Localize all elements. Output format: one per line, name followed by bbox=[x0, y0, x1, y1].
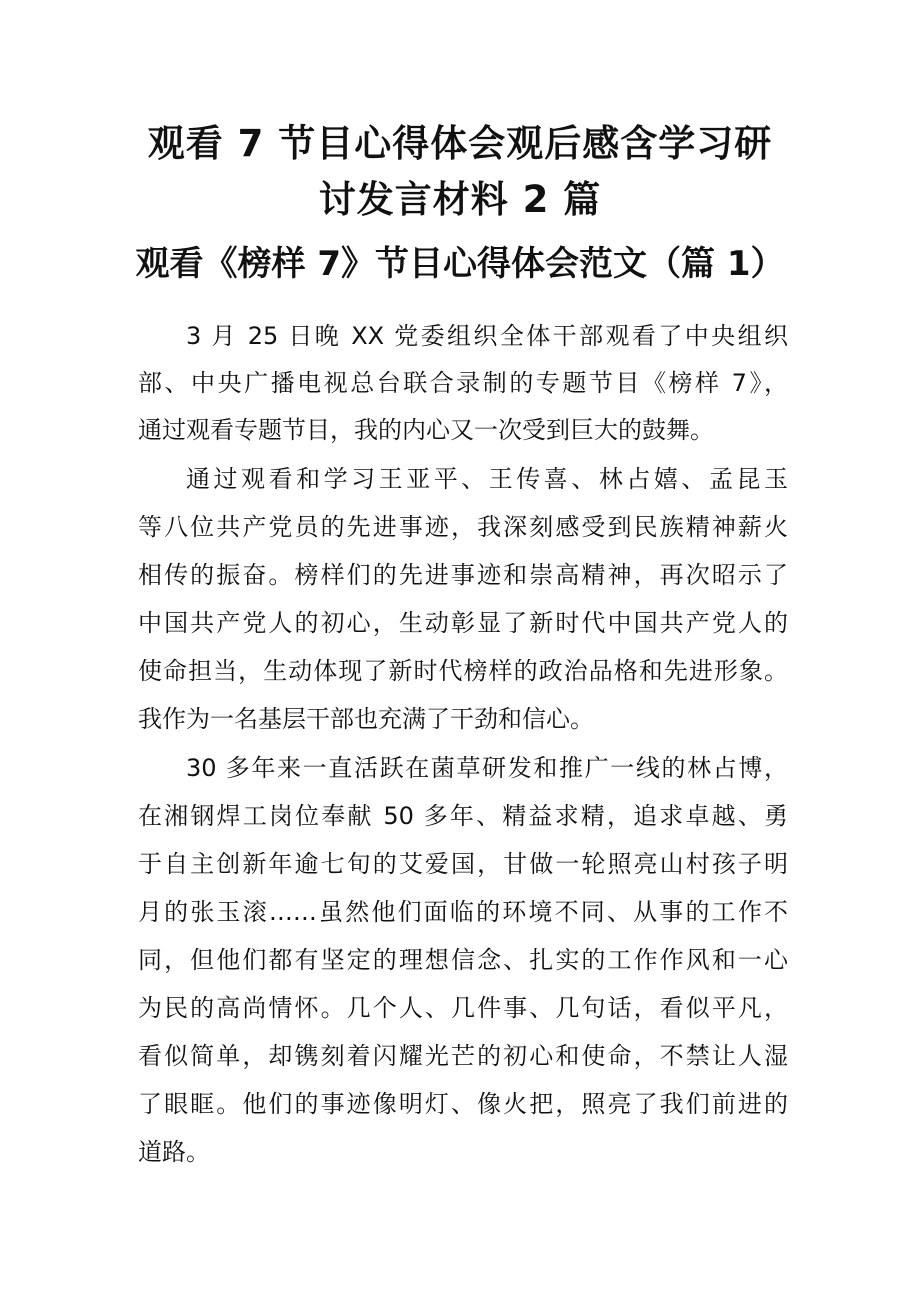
paragraph-line: 同，但他们都有坚定的理想信念、扎实的工作作风和一心 bbox=[138, 946, 788, 974]
paragraph-line: 月的张玉滚……虽然他们面临的环境不同、从事的工作不 bbox=[138, 898, 788, 926]
paragraph-line: 通过观看专题节目，我的内心又一次受到巨大的鼓舞。 bbox=[138, 416, 714, 444]
paragraph-line: 相传的振奋。榜样们的先进事迹和崇高精神，再次昭示了 bbox=[138, 561, 788, 589]
paragraph-line: 我作为一名基层干部也充满了干劲和信心。 bbox=[138, 705, 594, 733]
paragraph-line: 3 月 25 日晚 XX 党委组织全体干部观看了中央组织 bbox=[186, 322, 788, 350]
paragraph-line: 看似简单，却镌刻着闪耀光芒的初心和使命，不禁让人湿 bbox=[138, 1042, 788, 1070]
document-title-line-2: 讨发言材料 2 篇 bbox=[318, 178, 602, 221]
paragraph-line: 道路。 bbox=[138, 1138, 210, 1166]
paragraph-line: 于自主创新年逾七旬的艾爱国，甘做一轮照亮山村孩子明 bbox=[138, 850, 788, 878]
paragraph-line: 在湘钢焊工岗位奉献 50 多年、精益求精，追求卓越、勇 bbox=[138, 802, 788, 830]
paragraph-line: 通过观看和学习王亚平、王传喜、林占嬉、孟昆玉 bbox=[186, 465, 788, 493]
section-subtitle: 观看《榜样 7》节目心得体会范文（篇 1） bbox=[135, 244, 785, 284]
paragraph-line: 等八位共产党员的先进事迹，我深刻感受到民族精神薪火 bbox=[138, 513, 788, 541]
paragraph-line: 为民的高尚情怀。几个人、几件事、几句话，看似平凡， bbox=[138, 994, 788, 1022]
paragraph-line: 中国共产党人的初心，生动彰显了新时代中国共产党人的 bbox=[138, 609, 788, 637]
paragraph-line: 30 多年来一直活跃在菌草研发和推广一线的林占博， bbox=[186, 754, 788, 782]
document-title-line-1: 观看 7 节目心得体会观后感含学习研 bbox=[147, 122, 773, 165]
paragraph-line: 部、中央广播电视总台联合录制的专题节目《榜样 7》， bbox=[138, 369, 788, 397]
paragraph-line: 使命担当，生动体现了新时代榜样的政治品格和先进形象。 bbox=[138, 657, 788, 685]
paragraph-line: 了眼眶。他们的事迹像明灯、像火把，照亮了我们前进的 bbox=[138, 1090, 788, 1118]
